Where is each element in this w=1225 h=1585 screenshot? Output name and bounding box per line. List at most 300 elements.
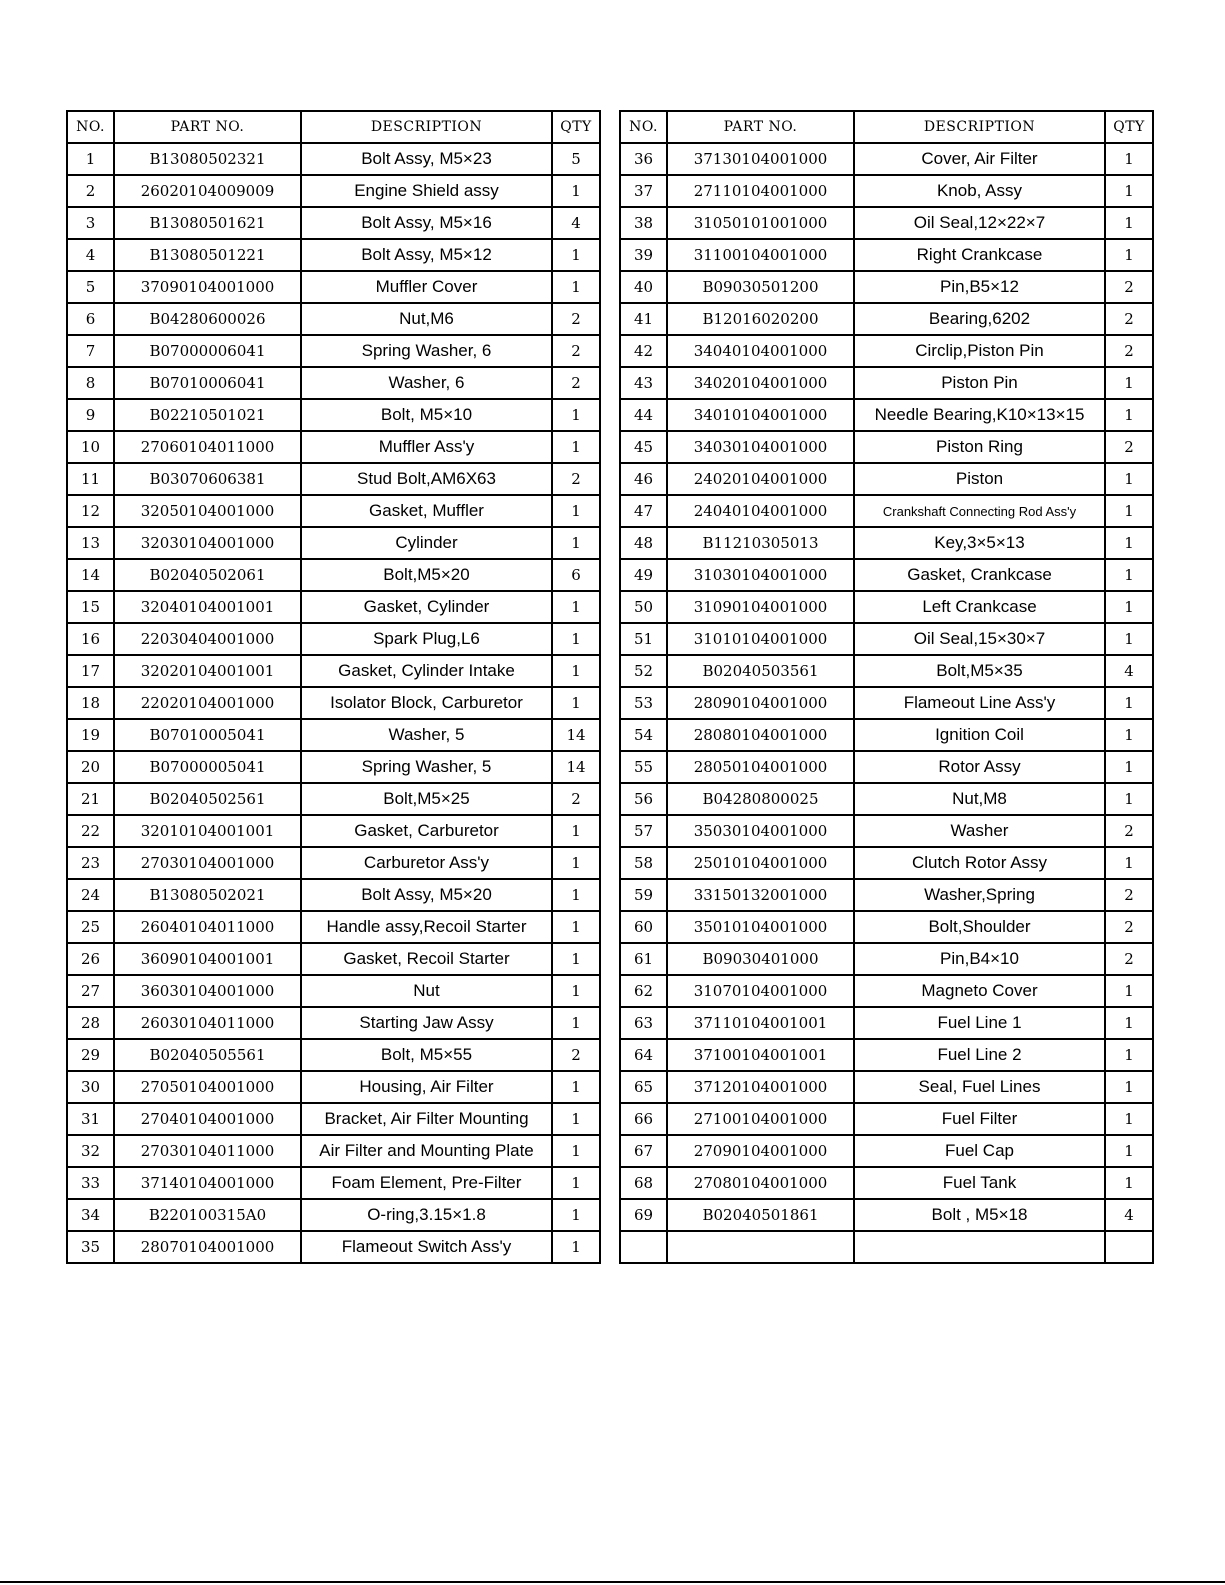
row-description: Washer,Spring: [854, 879, 1105, 911]
row-no: 10: [67, 431, 114, 463]
row-qty: 4: [1105, 655, 1153, 687]
row-part-no: B02210501021: [114, 399, 301, 431]
row-description: Bearing,6202: [854, 303, 1105, 335]
header-row: [67, 111, 600, 143]
parts-table-right-body: [620, 143, 1153, 1263]
row-part-no: 26020104009009: [114, 175, 301, 207]
row-description: Bolt,M5×20: [301, 559, 552, 591]
row-no: 65: [620, 1071, 667, 1103]
row-qty: 1: [1105, 239, 1153, 271]
table-row: [620, 271, 1153, 303]
table-row: [620, 527, 1153, 559]
row-part-no: 34020104001000: [667, 367, 854, 399]
row-description: Nut,M8: [854, 783, 1105, 815]
table-row: [67, 1135, 600, 1167]
row-description: Washer, 6: [301, 367, 552, 399]
table-row: [67, 463, 600, 495]
row-part-no: B02040502061: [114, 559, 301, 591]
row-description: Stud Bolt,AM6X63: [301, 463, 552, 495]
row-description: Foam Element, Pre-Filter: [301, 1167, 552, 1199]
row-no: 16: [67, 623, 114, 655]
row-part-no: 34010104001000: [667, 399, 854, 431]
table-row: [67, 207, 600, 239]
table-row: [67, 431, 600, 463]
table-row: [67, 719, 600, 751]
row-qty: 1: [552, 655, 600, 687]
row-description: Bolt, M5×55: [301, 1039, 552, 1071]
table-row: [620, 911, 1153, 943]
row-qty: 1: [552, 847, 600, 879]
table-row: [620, 303, 1153, 335]
row-description: Gasket, Cylinder Intake: [301, 655, 552, 687]
row-description: Gasket, Carburetor: [301, 815, 552, 847]
row-no: 58: [620, 847, 667, 879]
row-no: 18: [67, 687, 114, 719]
row-qty: 2: [552, 335, 600, 367]
row-part-no: 31010104001000: [667, 623, 854, 655]
row-qty: 1: [1105, 975, 1153, 1007]
table-row: [67, 751, 600, 783]
row-description: Rotor Assy: [854, 751, 1105, 783]
row-part-no: 33150132001000: [667, 879, 854, 911]
row-part-no: B02040503561: [667, 655, 854, 687]
table-row: [67, 495, 600, 527]
row-part-no: 32020104001001: [114, 655, 301, 687]
row-part-no: B13080502021: [114, 879, 301, 911]
row-description: Fuel Tank: [854, 1167, 1105, 1199]
table-row: [67, 655, 600, 687]
parts-table-left-body: [67, 143, 600, 1263]
row-qty: 1: [1105, 1167, 1153, 1199]
row-description: Oil Seal,12×22×7: [854, 207, 1105, 239]
table-row: [67, 239, 600, 271]
row-qty: 1: [1105, 847, 1153, 879]
row-description: O-ring,3.15×1.8: [301, 1199, 552, 1231]
row-description: Spark Plug,L6: [301, 623, 552, 655]
table-row: [67, 1071, 600, 1103]
row-part-no: B04280800025: [667, 783, 854, 815]
row-no: 54: [620, 719, 667, 751]
table-row: [620, 847, 1153, 879]
row-no: 19: [67, 719, 114, 751]
row-no: 7: [67, 335, 114, 367]
row-qty: 14: [552, 751, 600, 783]
row-no: 9: [67, 399, 114, 431]
table-row: [620, 1167, 1153, 1199]
row-description: Bolt,Shoulder: [854, 911, 1105, 943]
row-no: 45: [620, 431, 667, 463]
row-part-no: 37130104001000: [667, 143, 854, 175]
row-qty: 2: [1105, 335, 1153, 367]
row-part-no: B220100315A0: [114, 1199, 301, 1231]
row-no: 27: [67, 975, 114, 1007]
row-part-no: 24040104001000: [667, 495, 854, 527]
table-row: [620, 655, 1153, 687]
row-part-no: 34030104001000: [667, 431, 854, 463]
row-part-no: 31070104001000: [667, 975, 854, 1007]
row-description: Bolt Assy, M5×16: [301, 207, 552, 239]
row-part-no: B07010005041: [114, 719, 301, 751]
row-no: 20: [67, 751, 114, 783]
table-row: [67, 1231, 600, 1263]
row-description: Pin,B4×10: [854, 943, 1105, 975]
row-no: 40: [620, 271, 667, 303]
row-part-no: [667, 1231, 854, 1263]
table-row: [67, 303, 600, 335]
row-part-no: 31030104001000: [667, 559, 854, 591]
row-no: 49: [620, 559, 667, 591]
row-description: Knob, Assy: [854, 175, 1105, 207]
row-qty: 1: [1105, 1103, 1153, 1135]
row-no: 41: [620, 303, 667, 335]
row-description: Housing, Air Filter: [301, 1071, 552, 1103]
row-no: 21: [67, 783, 114, 815]
row-qty: 1: [1105, 783, 1153, 815]
row-no: 2: [67, 175, 114, 207]
row-qty: 1: [552, 1007, 600, 1039]
table-row: [620, 1199, 1153, 1231]
row-qty: 1: [1105, 751, 1153, 783]
table-row: [620, 175, 1153, 207]
row-qty: 1: [552, 495, 600, 527]
row-part-no: 27050104001000: [114, 1071, 301, 1103]
row-qty: 2: [1105, 911, 1153, 943]
table-row: [67, 1199, 600, 1231]
row-part-no: B02040505561: [114, 1039, 301, 1071]
row-part-no: B13080501621: [114, 207, 301, 239]
row-no: 17: [67, 655, 114, 687]
row-description: Oil Seal,15×30×7: [854, 623, 1105, 655]
row-no: 35: [67, 1231, 114, 1263]
row-no: 33: [67, 1167, 114, 1199]
row-part-no: 27060104011000: [114, 431, 301, 463]
header-part-no: PART NO.: [114, 111, 301, 143]
row-qty: 1: [1105, 1007, 1153, 1039]
row-qty: 1: [552, 1071, 600, 1103]
row-qty: 1: [1105, 207, 1153, 239]
row-no: 28: [67, 1007, 114, 1039]
table-row: [67, 175, 600, 207]
row-qty: 1: [1105, 495, 1153, 527]
row-no: 50: [620, 591, 667, 623]
row-no: 60: [620, 911, 667, 943]
row-no: 51: [620, 623, 667, 655]
row-qty: 1: [552, 175, 600, 207]
row-description: Bolt Assy, M5×23: [301, 143, 552, 175]
row-no: 61: [620, 943, 667, 975]
row-qty: 1: [552, 975, 600, 1007]
row-qty: 2: [552, 1039, 600, 1071]
row-description: Air Filter and Mounting Plate: [301, 1135, 552, 1167]
row-part-no: 36030104001000: [114, 975, 301, 1007]
row-qty: 1: [552, 1103, 600, 1135]
row-description: Clutch Rotor Assy: [854, 847, 1105, 879]
row-qty: 1: [552, 623, 600, 655]
row-no: 8: [67, 367, 114, 399]
row-qty: [1105, 1231, 1153, 1263]
row-no: 22: [67, 815, 114, 847]
table-row: [67, 1007, 600, 1039]
row-part-no: B07000005041: [114, 751, 301, 783]
row-description: Flameout Switch Ass'y: [301, 1231, 552, 1263]
row-part-no: 35030104001000: [667, 815, 854, 847]
table-row: [67, 623, 600, 655]
row-part-no: 25010104001000: [667, 847, 854, 879]
table-row: [620, 719, 1153, 751]
row-no: 64: [620, 1039, 667, 1071]
row-qty: 1: [552, 239, 600, 271]
row-description: Key,3×5×13: [854, 527, 1105, 559]
row-part-no: B04280600026: [114, 303, 301, 335]
row-no: 66: [620, 1103, 667, 1135]
row-part-no: 35010104001000: [667, 911, 854, 943]
row-description: Circlip,Piston Pin: [854, 335, 1105, 367]
row-no: 30: [67, 1071, 114, 1103]
row-qty: 1: [1105, 623, 1153, 655]
row-part-no: 22020104001000: [114, 687, 301, 719]
row-qty: 2: [1105, 879, 1153, 911]
row-qty: 1: [552, 911, 600, 943]
table-row: [620, 943, 1153, 975]
row-description: Piston Ring: [854, 431, 1105, 463]
row-no: 26: [67, 943, 114, 975]
row-qty: 1: [552, 943, 600, 975]
row-no: 6: [67, 303, 114, 335]
row-description: Fuel Filter: [854, 1103, 1105, 1135]
table-row: [620, 399, 1153, 431]
table-row: [67, 975, 600, 1007]
row-qty: 2: [1105, 271, 1153, 303]
row-qty: 2: [552, 367, 600, 399]
row-qty: 14: [552, 719, 600, 751]
table-row: [67, 591, 600, 623]
row-no: 53: [620, 687, 667, 719]
row-no: 24: [67, 879, 114, 911]
row-part-no: 22030404001000: [114, 623, 301, 655]
row-qty: 2: [552, 783, 600, 815]
row-part-no: 26040104011000: [114, 911, 301, 943]
row-part-no: 27090104001000: [667, 1135, 854, 1167]
row-qty: 1: [1105, 591, 1153, 623]
row-description: Isolator Block, Carburetor: [301, 687, 552, 719]
row-qty: 4: [552, 207, 600, 239]
table-row: [67, 911, 600, 943]
row-qty: 1: [552, 591, 600, 623]
row-qty: 1: [1105, 175, 1153, 207]
row-qty: 5: [552, 143, 600, 175]
row-part-no: B13080502321: [114, 143, 301, 175]
row-description: Fuel Line 1: [854, 1007, 1105, 1039]
row-no: 46: [620, 463, 667, 495]
row-no: 67: [620, 1135, 667, 1167]
table-row: [620, 879, 1153, 911]
row-qty: 1: [1105, 143, 1153, 175]
table-row: [620, 1135, 1153, 1167]
row-part-no: 27110104001000: [667, 175, 854, 207]
row-qty: 1: [1105, 1039, 1153, 1071]
row-part-no: B13080501221: [114, 239, 301, 271]
row-part-no: B12016020200: [667, 303, 854, 335]
table-row: [67, 943, 600, 975]
row-part-no: 31050101001000: [667, 207, 854, 239]
header-description: DESCRIPTION: [301, 111, 552, 143]
row-description: Spring Washer, 6: [301, 335, 552, 367]
table-row: [67, 367, 600, 399]
row-description: Gasket, Crankcase: [854, 559, 1105, 591]
row-qty: 2: [1105, 431, 1153, 463]
row-part-no: 31090104001000: [667, 591, 854, 623]
row-description: Nut,M6: [301, 303, 552, 335]
row-qty: 6: [552, 559, 600, 591]
row-description: Ignition Coil: [854, 719, 1105, 751]
table-row: [620, 975, 1153, 1007]
row-description: Washer: [854, 815, 1105, 847]
row-description: Gasket, Cylinder: [301, 591, 552, 623]
header-part-no: PART NO.: [667, 111, 854, 143]
row-no: 31: [67, 1103, 114, 1135]
row-no: 13: [67, 527, 114, 559]
table-row: [620, 783, 1153, 815]
row-description: Starting Jaw Assy: [301, 1007, 552, 1039]
row-part-no: 28050104001000: [667, 751, 854, 783]
row-part-no: 37100104001001: [667, 1039, 854, 1071]
row-part-no: 32010104001001: [114, 815, 301, 847]
table-row: [67, 687, 600, 719]
row-no: 55: [620, 751, 667, 783]
row-no: 25: [67, 911, 114, 943]
table-row: [620, 1103, 1153, 1135]
table-row: [67, 879, 600, 911]
table-row: [620, 1231, 1153, 1263]
row-description: Bolt Assy, M5×20: [301, 879, 552, 911]
row-no: 59: [620, 879, 667, 911]
row-part-no: B09030401000: [667, 943, 854, 975]
row-description: Crankshaft Connecting Rod Ass'y: [854, 495, 1105, 527]
header-no: NO.: [67, 111, 114, 143]
row-qty: 1: [1105, 1071, 1153, 1103]
table-row: [67, 783, 600, 815]
row-description: Piston Pin: [854, 367, 1105, 399]
row-qty: 1: [1105, 399, 1153, 431]
row-description: Muffler Cover: [301, 271, 552, 303]
row-description: Pin,B5×12: [854, 271, 1105, 303]
table-row: [620, 367, 1153, 399]
row-qty: 1: [552, 1199, 600, 1231]
row-no: 48: [620, 527, 667, 559]
table-row: [620, 207, 1153, 239]
row-description: Handle assy,Recoil Starter: [301, 911, 552, 943]
row-part-no: 24020104001000: [667, 463, 854, 495]
row-qty: 2: [1105, 943, 1153, 975]
row-part-no: 32050104001000: [114, 495, 301, 527]
table-row: [620, 559, 1153, 591]
row-no: 23: [67, 847, 114, 879]
row-qty: 1: [552, 271, 600, 303]
table-row: [620, 1071, 1153, 1103]
row-part-no: 27030104011000: [114, 1135, 301, 1167]
table-row: [67, 143, 600, 175]
row-qty: 2: [552, 463, 600, 495]
row-part-no: 37090104001000: [114, 271, 301, 303]
row-description: Bracket, Air Filter Mounting: [301, 1103, 552, 1135]
header-description: DESCRIPTION: [854, 111, 1105, 143]
row-description: Muffler Ass'y: [301, 431, 552, 463]
row-qty: 1: [552, 879, 600, 911]
row-part-no: 32030104001000: [114, 527, 301, 559]
header-qty: QTY: [552, 111, 600, 143]
row-qty: 1: [552, 431, 600, 463]
row-no: 68: [620, 1167, 667, 1199]
row-part-no: 27100104001000: [667, 1103, 854, 1135]
table-row: [620, 687, 1153, 719]
header-qty: QTY: [1105, 111, 1153, 143]
table-row: [67, 271, 600, 303]
table-row: [620, 591, 1153, 623]
row-no: 44: [620, 399, 667, 431]
table-row: [620, 335, 1153, 367]
row-no: 36: [620, 143, 667, 175]
row-no: 52: [620, 655, 667, 687]
row-qty: 1: [552, 527, 600, 559]
row-description: Flameout Line Ass'y: [854, 687, 1105, 719]
table-row: [620, 815, 1153, 847]
row-no: 43: [620, 367, 667, 399]
row-description: Bolt, M5×10: [301, 399, 552, 431]
row-part-no: B02040502561: [114, 783, 301, 815]
row-part-no: 31100104001000: [667, 239, 854, 271]
row-no: 39: [620, 239, 667, 271]
row-part-no: 36090104001001: [114, 943, 301, 975]
table-row: [67, 335, 600, 367]
table-row: [67, 1039, 600, 1071]
row-qty: 1: [552, 399, 600, 431]
row-no: 63: [620, 1007, 667, 1039]
row-part-no: B07000006041: [114, 335, 301, 367]
row-description: Bolt Assy, M5×12: [301, 239, 552, 271]
row-no: 47: [620, 495, 667, 527]
row-description: Spring Washer, 5: [301, 751, 552, 783]
row-part-no: 37110104001001: [667, 1007, 854, 1039]
table-row: [67, 847, 600, 879]
table-row: [620, 239, 1153, 271]
row-description: Engine Shield assy: [301, 175, 552, 207]
row-qty: 1: [552, 1167, 600, 1199]
row-description: Bolt,M5×25: [301, 783, 552, 815]
row-description: Cover, Air Filter: [854, 143, 1105, 175]
row-qty: 1: [1105, 1135, 1153, 1167]
row-qty: 1: [1105, 559, 1153, 591]
row-qty: 1: [1105, 367, 1153, 399]
row-description: [854, 1231, 1105, 1263]
row-part-no: 34040104001000: [667, 335, 854, 367]
table-row: [620, 495, 1153, 527]
row-description: Piston: [854, 463, 1105, 495]
row-description: Carburetor Ass'y: [301, 847, 552, 879]
row-qty: 1: [552, 1135, 600, 1167]
row-part-no: 28090104001000: [667, 687, 854, 719]
row-description: Fuel Cap: [854, 1135, 1105, 1167]
row-part-no: 26030104011000: [114, 1007, 301, 1039]
row-description: Needle Bearing,K10×13×15: [854, 399, 1105, 431]
row-qty: 1: [1105, 687, 1153, 719]
row-no: 42: [620, 335, 667, 367]
row-qty: 1: [1105, 719, 1153, 751]
table-row: [620, 751, 1153, 783]
header-no: NO.: [620, 111, 667, 143]
row-qty: 2: [1105, 815, 1153, 847]
row-part-no: 37120104001000: [667, 1071, 854, 1103]
row-description: Bolt , M5×18: [854, 1199, 1105, 1231]
